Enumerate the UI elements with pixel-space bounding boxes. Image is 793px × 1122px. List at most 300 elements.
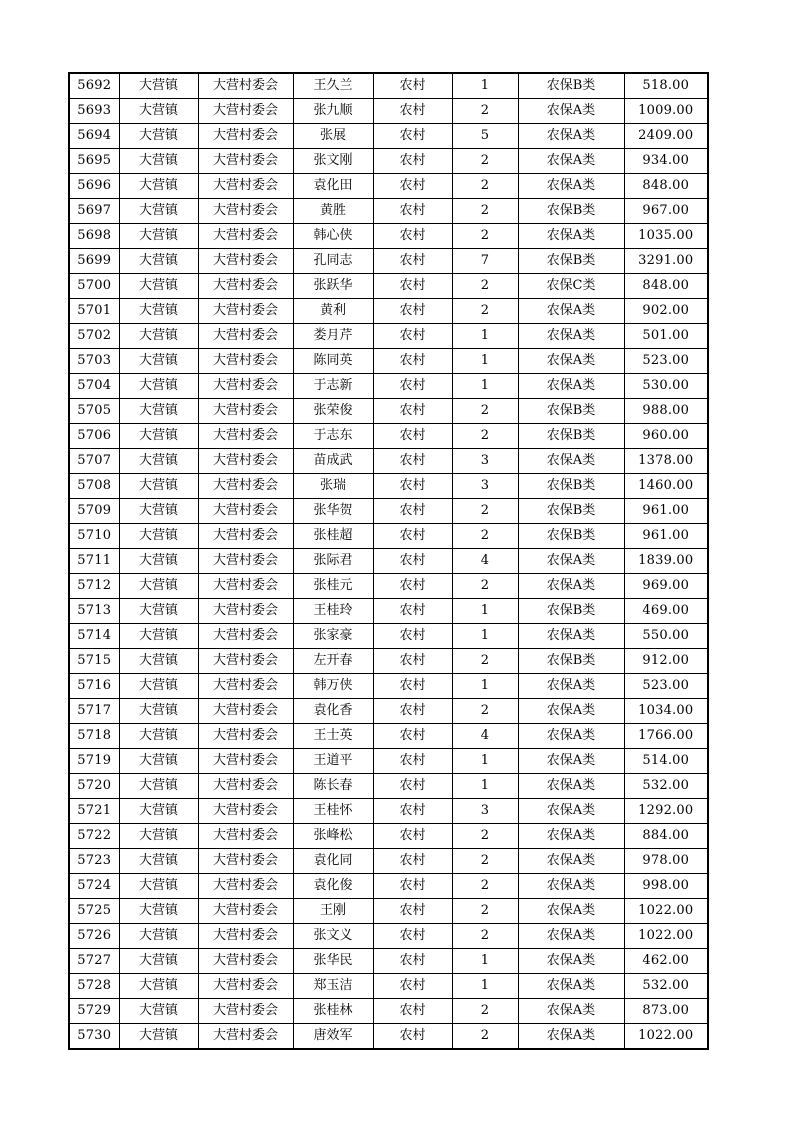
name-cell: 左开春 (293, 649, 373, 674)
village-committee-cell: 大营村委会 (198, 199, 293, 224)
town-cell: 大营镇 (119, 374, 198, 399)
household-size-cell: 3 (452, 799, 518, 824)
table-row (69, 99, 708, 124)
table-row (69, 999, 708, 1024)
table-row (69, 874, 708, 899)
name-cell: 袁化同 (293, 849, 373, 874)
table-row (69, 199, 708, 224)
table-row (69, 474, 708, 499)
serial-number-cell: 5725 (69, 899, 119, 924)
town-cell: 大营镇 (119, 724, 198, 749)
serial-number-cell: 5692 (69, 73, 119, 99)
village-committee-cell: 大营村委会 (198, 149, 293, 174)
household-size-cell: 2 (452, 574, 518, 599)
table-row (69, 674, 708, 699)
household-type-cell: 农村 (373, 799, 452, 824)
serial-number-cell: 5730 (69, 1024, 119, 1050)
category-cell: 农保A类 (518, 974, 624, 999)
table-row (69, 1024, 708, 1050)
category-cell: 农保A类 (518, 374, 624, 399)
household-type-cell: 农村 (373, 599, 452, 624)
name-cell: 王道平 (293, 749, 373, 774)
town-cell: 大营镇 (119, 774, 198, 799)
household-type-cell: 农村 (373, 974, 452, 999)
table-row (69, 324, 708, 349)
name-cell: 张华民 (293, 949, 373, 974)
amount-cell: 532.00 (624, 974, 708, 999)
town-cell: 大营镇 (119, 974, 198, 999)
village-committee-cell: 大营村委会 (198, 474, 293, 499)
household-type-cell: 农村 (373, 424, 452, 449)
household-size-cell: 2 (452, 999, 518, 1024)
household-size-cell: 2 (452, 174, 518, 199)
village-committee-cell: 大营村委会 (198, 549, 293, 574)
amount-cell: 469.00 (624, 599, 708, 624)
name-cell: 唐效军 (293, 1024, 373, 1050)
name-cell: 张展 (293, 124, 373, 149)
household-type-cell: 农村 (373, 149, 452, 174)
household-size-cell: 7 (452, 249, 518, 274)
household-size-cell: 2 (452, 824, 518, 849)
name-cell: 张桂元 (293, 574, 373, 599)
household-type-cell: 农村 (373, 374, 452, 399)
household-size-cell: 2 (452, 99, 518, 124)
household-type-cell: 农村 (373, 73, 452, 99)
town-cell: 大营镇 (119, 449, 198, 474)
serial-number-cell: 5698 (69, 224, 119, 249)
serial-number-cell: 5727 (69, 949, 119, 974)
town-cell: 大营镇 (119, 73, 198, 99)
category-cell: 农保A类 (518, 899, 624, 924)
name-cell: 于志新 (293, 374, 373, 399)
serial-number-cell: 5726 (69, 924, 119, 949)
table-row (69, 249, 708, 274)
town-cell: 大营镇 (119, 924, 198, 949)
amount-cell: 967.00 (624, 199, 708, 224)
household-size-cell: 2 (452, 524, 518, 549)
table-row (69, 149, 708, 174)
village-committee-cell: 大营村委会 (198, 799, 293, 824)
household-type-cell: 农村 (373, 224, 452, 249)
serial-number-cell: 5701 (69, 299, 119, 324)
household-type-cell: 农村 (373, 899, 452, 924)
category-cell: 农保B类 (518, 73, 624, 99)
amount-cell: 1009.00 (624, 99, 708, 124)
household-type-cell: 农村 (373, 249, 452, 274)
serial-number-cell: 5715 (69, 649, 119, 674)
household-size-cell: 2 (452, 1024, 518, 1050)
household-type-cell: 农村 (373, 824, 452, 849)
town-cell: 大营镇 (119, 349, 198, 374)
village-committee-cell: 大营村委会 (198, 299, 293, 324)
household-type-cell: 农村 (373, 674, 452, 699)
name-cell: 陈同英 (293, 349, 373, 374)
amount-cell: 998.00 (624, 874, 708, 899)
table-row (69, 599, 708, 624)
village-committee-cell: 大营村委会 (198, 699, 293, 724)
category-cell: 农保A类 (518, 924, 624, 949)
category-cell: 农保A类 (518, 99, 624, 124)
household-type-cell: 农村 (373, 1024, 452, 1050)
household-type-cell: 农村 (373, 449, 452, 474)
category-cell: 农保B类 (518, 474, 624, 499)
serial-number-cell: 5720 (69, 774, 119, 799)
town-cell: 大营镇 (119, 949, 198, 974)
household-size-cell: 4 (452, 549, 518, 574)
village-committee-cell: 大营村委会 (198, 1024, 293, 1050)
amount-cell: 2409.00 (624, 124, 708, 149)
town-cell: 大营镇 (119, 999, 198, 1024)
town-cell: 大营镇 (119, 699, 198, 724)
household-type-cell: 农村 (373, 649, 452, 674)
category-cell: 农保B类 (518, 249, 624, 274)
category-cell: 农保A类 (518, 999, 624, 1024)
table-row (69, 899, 708, 924)
village-committee-cell: 大营村委会 (198, 774, 293, 799)
household-type-cell: 农村 (373, 724, 452, 749)
amount-cell: 873.00 (624, 999, 708, 1024)
town-cell: 大营镇 (119, 524, 198, 549)
name-cell: 张瑞 (293, 474, 373, 499)
household-type-cell: 农村 (373, 499, 452, 524)
town-cell: 大营镇 (119, 649, 198, 674)
category-cell: 农保A类 (518, 224, 624, 249)
amount-cell: 1839.00 (624, 549, 708, 574)
serial-number-cell: 5707 (69, 449, 119, 474)
name-cell: 张桂超 (293, 524, 373, 549)
category-cell: 农保A类 (518, 324, 624, 349)
household-type-cell: 农村 (373, 574, 452, 599)
name-cell: 王桂怀 (293, 799, 373, 824)
amount-cell: 884.00 (624, 824, 708, 849)
name-cell: 郑玉洁 (293, 974, 373, 999)
table-row (69, 774, 708, 799)
serial-number-cell: 5729 (69, 999, 119, 1024)
category-cell: 农保B类 (518, 499, 624, 524)
town-cell: 大营镇 (119, 874, 198, 899)
household-size-cell: 2 (452, 274, 518, 299)
household-size-cell: 1 (452, 949, 518, 974)
village-committee-cell: 大营村委会 (198, 924, 293, 949)
household-size-cell: 1 (452, 674, 518, 699)
town-cell: 大营镇 (119, 174, 198, 199)
household-size-cell: 2 (452, 874, 518, 899)
village-committee-cell: 大营村委会 (198, 649, 293, 674)
name-cell: 张文义 (293, 924, 373, 949)
village-committee-cell: 大营村委会 (198, 399, 293, 424)
household-size-cell: 5 (452, 124, 518, 149)
town-cell: 大营镇 (119, 474, 198, 499)
category-cell: 农保A类 (518, 1024, 624, 1050)
category-cell: 农保A类 (518, 949, 624, 974)
amount-cell: 1022.00 (624, 924, 708, 949)
category-cell: 农保A类 (518, 749, 624, 774)
household-type-cell: 农村 (373, 474, 452, 499)
town-cell: 大营镇 (119, 324, 198, 349)
household-type-cell: 农村 (373, 549, 452, 574)
amount-cell: 960.00 (624, 424, 708, 449)
table-row (69, 124, 708, 149)
amount-cell: 530.00 (624, 374, 708, 399)
town-cell: 大营镇 (119, 399, 198, 424)
serial-number-cell: 5697 (69, 199, 119, 224)
table-row (69, 949, 708, 974)
town-cell: 大营镇 (119, 624, 198, 649)
amount-cell: 532.00 (624, 774, 708, 799)
category-cell: 农保A类 (518, 699, 624, 724)
name-cell: 黄胜 (293, 199, 373, 224)
village-committee-cell: 大营村委会 (198, 949, 293, 974)
category-cell: 农保A类 (518, 624, 624, 649)
village-committee-cell: 大营村委会 (198, 249, 293, 274)
table-row (69, 924, 708, 949)
household-size-cell: 1 (452, 599, 518, 624)
town-cell: 大营镇 (119, 749, 198, 774)
town-cell: 大营镇 (119, 424, 198, 449)
town-cell: 大营镇 (119, 899, 198, 924)
village-committee-cell: 大营村委会 (198, 99, 293, 124)
household-size-cell: 2 (452, 424, 518, 449)
household-type-cell: 农村 (373, 874, 452, 899)
name-cell: 张文刚 (293, 149, 373, 174)
serial-number-cell: 5706 (69, 424, 119, 449)
amount-cell: 1035.00 (624, 224, 708, 249)
household-size-cell: 2 (452, 849, 518, 874)
category-cell: 农保A类 (518, 674, 624, 699)
household-size-cell: 3 (452, 449, 518, 474)
serial-number-cell: 5711 (69, 549, 119, 574)
name-cell: 陈长春 (293, 774, 373, 799)
household-type-cell: 农村 (373, 324, 452, 349)
amount-cell: 550.00 (624, 624, 708, 649)
amount-cell: 523.00 (624, 674, 708, 699)
serial-number-cell: 5694 (69, 124, 119, 149)
serial-number-cell: 5717 (69, 699, 119, 724)
name-cell: 黄利 (293, 299, 373, 324)
household-size-cell: 1 (452, 624, 518, 649)
village-committee-cell: 大营村委会 (198, 999, 293, 1024)
household-size-cell: 4 (452, 724, 518, 749)
category-cell: 农保B类 (518, 524, 624, 549)
category-cell: 农保B类 (518, 599, 624, 624)
name-cell: 张华贺 (293, 499, 373, 524)
serial-number-cell: 5721 (69, 799, 119, 824)
table-row (69, 399, 708, 424)
amount-cell: 462.00 (624, 949, 708, 974)
category-cell: 农保A类 (518, 799, 624, 824)
household-size-cell: 2 (452, 299, 518, 324)
amount-cell: 978.00 (624, 849, 708, 874)
name-cell: 王士英 (293, 724, 373, 749)
household-size-cell: 2 (452, 924, 518, 949)
table-row (69, 73, 708, 99)
household-type-cell: 农村 (373, 199, 452, 224)
table-row (69, 499, 708, 524)
serial-number-cell: 5696 (69, 174, 119, 199)
household-size-cell: 2 (452, 224, 518, 249)
category-cell: 农保B类 (518, 199, 624, 224)
amount-cell: 1378.00 (624, 449, 708, 474)
household-type-cell: 农村 (373, 849, 452, 874)
household-size-cell: 2 (452, 699, 518, 724)
category-cell: 农保A类 (518, 774, 624, 799)
village-committee-cell: 大营村委会 (198, 73, 293, 99)
amount-cell: 523.00 (624, 349, 708, 374)
name-cell: 于志东 (293, 424, 373, 449)
household-type-cell: 农村 (373, 924, 452, 949)
household-size-cell: 1 (452, 374, 518, 399)
village-committee-cell: 大营村委会 (198, 974, 293, 999)
household-type-cell: 农村 (373, 524, 452, 549)
amount-cell: 961.00 (624, 524, 708, 549)
town-cell: 大营镇 (119, 674, 198, 699)
village-committee-cell: 大营村委会 (198, 349, 293, 374)
serial-number-cell: 5700 (69, 274, 119, 299)
household-size-cell: 2 (452, 199, 518, 224)
serial-number-cell: 5708 (69, 474, 119, 499)
category-cell: 农保A类 (518, 849, 624, 874)
roster-body (69, 73, 708, 1049)
name-cell: 张峰松 (293, 824, 373, 849)
amount-cell: 514.00 (624, 749, 708, 774)
table-row (69, 699, 708, 724)
town-cell: 大营镇 (119, 124, 198, 149)
category-cell: 农保B类 (518, 424, 624, 449)
table-row (69, 274, 708, 299)
roster-table (68, 72, 709, 1050)
household-type-cell: 农村 (373, 699, 452, 724)
category-cell: 农保A类 (518, 574, 624, 599)
serial-number-cell: 5704 (69, 374, 119, 399)
village-committee-cell: 大营村委会 (198, 174, 293, 199)
household-size-cell: 2 (452, 149, 518, 174)
amount-cell: 988.00 (624, 399, 708, 424)
household-type-cell: 农村 (373, 999, 452, 1024)
village-committee-cell: 大营村委会 (198, 524, 293, 549)
name-cell: 张际君 (293, 549, 373, 574)
category-cell: 农保C类 (518, 274, 624, 299)
village-committee-cell: 大营村委会 (198, 274, 293, 299)
household-size-cell: 2 (452, 649, 518, 674)
household-type-cell: 农村 (373, 774, 452, 799)
town-cell: 大营镇 (119, 1024, 198, 1050)
village-committee-cell: 大营村委会 (198, 674, 293, 699)
town-cell: 大营镇 (119, 549, 198, 574)
table-row (69, 574, 708, 599)
serial-number-cell: 5710 (69, 524, 119, 549)
amount-cell: 848.00 (624, 274, 708, 299)
household-size-cell: 1 (452, 324, 518, 349)
table-row (69, 224, 708, 249)
village-committee-cell: 大营村委会 (198, 824, 293, 849)
name-cell: 张家豪 (293, 624, 373, 649)
table-row (69, 649, 708, 674)
amount-cell: 969.00 (624, 574, 708, 599)
table-row (69, 824, 708, 849)
village-committee-cell: 大营村委会 (198, 749, 293, 774)
name-cell: 娄月芹 (293, 324, 373, 349)
amount-cell: 1022.00 (624, 899, 708, 924)
category-cell: 农保A类 (518, 874, 624, 899)
village-committee-cell: 大营村委会 (198, 874, 293, 899)
name-cell: 韩心侠 (293, 224, 373, 249)
table-row (69, 749, 708, 774)
amount-cell: 902.00 (624, 299, 708, 324)
name-cell: 张荣俊 (293, 399, 373, 424)
serial-number-cell: 5713 (69, 599, 119, 624)
town-cell: 大营镇 (119, 99, 198, 124)
amount-cell: 1460.00 (624, 474, 708, 499)
town-cell: 大营镇 (119, 249, 198, 274)
amount-cell: 961.00 (624, 499, 708, 524)
village-committee-cell: 大营村委会 (198, 449, 293, 474)
household-type-cell: 农村 (373, 949, 452, 974)
serial-number-cell: 5699 (69, 249, 119, 274)
household-size-cell: 1 (452, 974, 518, 999)
household-type-cell: 农村 (373, 174, 452, 199)
serial-number-cell: 5714 (69, 624, 119, 649)
name-cell: 王刚 (293, 899, 373, 924)
category-cell: 农保A类 (518, 449, 624, 474)
town-cell: 大营镇 (119, 824, 198, 849)
serial-number-cell: 5723 (69, 849, 119, 874)
amount-cell: 1766.00 (624, 724, 708, 749)
name-cell: 王久兰 (293, 73, 373, 99)
household-type-cell: 农村 (373, 624, 452, 649)
amount-cell: 1022.00 (624, 1024, 708, 1050)
village-committee-cell: 大营村委会 (198, 624, 293, 649)
category-cell: 农保A类 (518, 149, 624, 174)
name-cell: 韩万侠 (293, 674, 373, 699)
amount-cell: 934.00 (624, 149, 708, 174)
serial-number-cell: 5695 (69, 149, 119, 174)
serial-number-cell: 5722 (69, 824, 119, 849)
amount-cell: 1292.00 (624, 799, 708, 824)
town-cell: 大营镇 (119, 224, 198, 249)
household-size-cell: 3 (452, 474, 518, 499)
household-type-cell: 农村 (373, 399, 452, 424)
name-cell: 袁化田 (293, 174, 373, 199)
amount-cell: 848.00 (624, 174, 708, 199)
household-size-cell: 2 (452, 899, 518, 924)
town-cell: 大营镇 (119, 199, 198, 224)
household-type-cell: 农村 (373, 299, 452, 324)
serial-number-cell: 5728 (69, 974, 119, 999)
table-row (69, 724, 708, 749)
household-size-cell: 2 (452, 499, 518, 524)
name-cell: 袁化俊 (293, 874, 373, 899)
town-cell: 大营镇 (119, 499, 198, 524)
village-committee-cell: 大营村委会 (198, 599, 293, 624)
amount-cell: 3291.00 (624, 249, 708, 274)
table-row (69, 799, 708, 824)
village-committee-cell: 大营村委会 (198, 849, 293, 874)
table-row (69, 624, 708, 649)
household-size-cell: 1 (452, 749, 518, 774)
household-type-cell: 农村 (373, 99, 452, 124)
village-committee-cell: 大营村委会 (198, 499, 293, 524)
amount-cell: 501.00 (624, 324, 708, 349)
serial-number-cell: 5712 (69, 574, 119, 599)
serial-number-cell: 5702 (69, 324, 119, 349)
category-cell: 农保A类 (518, 299, 624, 324)
table-row (69, 424, 708, 449)
village-committee-cell: 大营村委会 (198, 124, 293, 149)
village-committee-cell: 大营村委会 (198, 724, 293, 749)
name-cell: 张跃华 (293, 274, 373, 299)
town-cell: 大营镇 (119, 299, 198, 324)
category-cell: 农保A类 (518, 174, 624, 199)
